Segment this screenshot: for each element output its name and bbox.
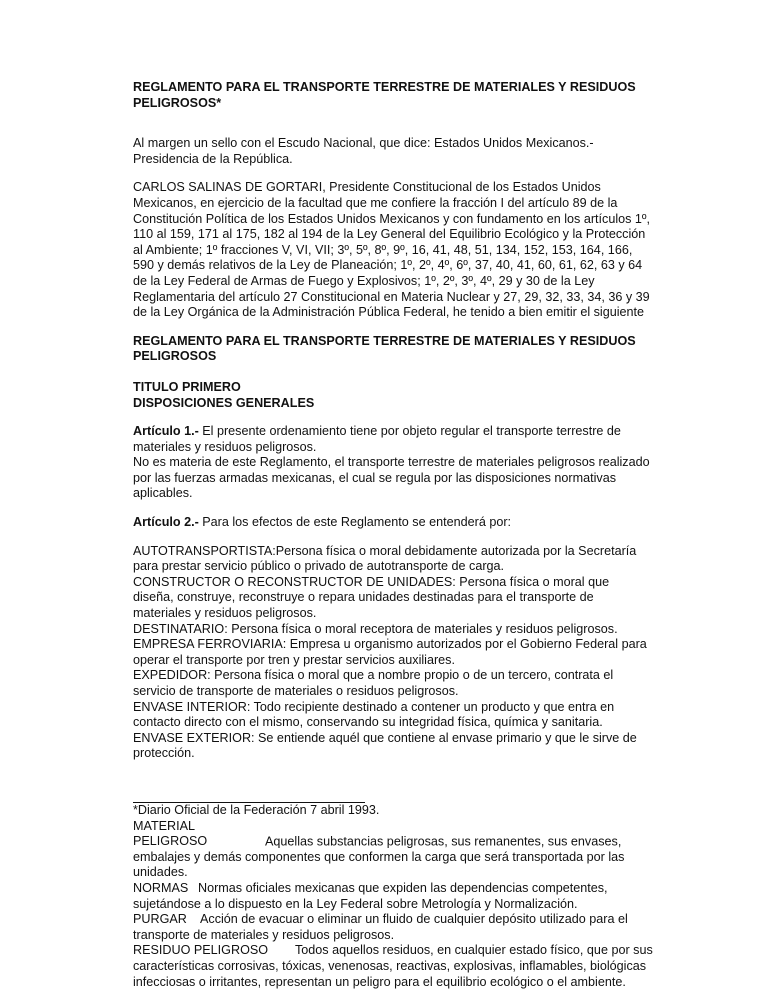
definition-term: NORMAS bbox=[133, 880, 189, 895]
preamble-paragraph: CARLOS SALINAS DE GORTARI, Presidente Constitucional de los Estados Unidos Mexicanos, en ejercicio de la facultad que me confiere la fracción I del artículo 89 de la Constitución Política de los Estados Unidos Mexicanos y con fundamento en los artículos 1º, 110 al 159, 171 al 175, 182 al 194 de la Ley General del Equilibrio Ecológico y la Protección al Ambiente; 1º fracciones V, VI, VII; 3º, 5º, 8º, 9º, 16, 41, 48, 51, 134, 152, 153, 164, 166, 590 y demás relativos de la Ley de Planeación; 1º, 2º, 4º, 6º, 37, 40, 41, 60, 61, 62, 63 y 64 de la Ley Federal de Armas de Fuego y Explosivos; 1º, 2º, 3º, 4º, 29 y 30 de la Ley Reglamentaria del artículo 27 Constitucional en Materia Nuclear y 27, 29, 32, 33, 34, 36 y 39 de la Ley Orgánica de la Administración Pública Federal, he tenido a bien emitir el siguiente bbox=[133, 180, 651, 320]
definitions-list bbox=[133, 544, 653, 762]
definition-text: Acción de evacuar o eliminar un fluido de cualquier depósito utilizado para el transporte de materiales y residuos peligrosos. bbox=[133, 912, 628, 942]
definition-item: CONSTRUCTOR O RECONSTRUCTOR DE UNIDADES: Persona física o moral que diseña, construye, reconstruye o repara unidades destinadas para el transporte de materiales y residuos peligrosos. bbox=[133, 574, 610, 621]
definition-text: Aquellas substancias peligrosas, sus remanentes, sus envases, embalajes y demás componentes que conformen la carga que será transportada por las unidades. bbox=[133, 834, 625, 880]
document-title: REGLAMENTO PARA EL TRANSPORTE TERRESTRE DE MATERIALES Y RESIDUOS PELIGROSOS* bbox=[133, 80, 636, 110]
definition-item bbox=[133, 819, 653, 881]
definition-item: DESTINATARIO: Persona física o moral receptora de materiales y residuos peligrosos. bbox=[133, 621, 618, 636]
article-2-label: Artículo 2.- bbox=[133, 515, 199, 530]
article-1-text: El presente ordenamiento tiene por objeto regular el transporte terrestre de materiales y residuos peligrosos. bbox=[133, 424, 621, 454]
intro-paragraph: Al margen un sello con el Escudo Nacional, que dice: Estados Unidos Mexicanos.- Presidencia de la República. bbox=[133, 136, 594, 166]
definition-item: ENVASE EXTERIOR: Se entiende aquél que contiene al envase primario y que le sirve de protección. bbox=[133, 730, 637, 761]
definition-item bbox=[133, 943, 653, 990]
definition-item: EXPEDIDOR: Persona física o moral que a nombre propio o de un tercero, contrata el servicio de transporte de materiales o residuos peligrosos. bbox=[133, 668, 614, 698]
regulation-title: REGLAMENTO PARA EL TRANSPORTE TERRESTRE DE MATERIALES Y RESIDUOS PELIGROSOS bbox=[133, 333, 636, 364]
definition-item bbox=[133, 881, 653, 912]
article-2 bbox=[133, 515, 653, 531]
article-1-label: Artículo 1.- bbox=[133, 424, 199, 439]
lower-definitions bbox=[133, 819, 653, 991]
definition-term: RESIDUO PELIGROSO bbox=[133, 943, 269, 958]
definition-item: EMPRESA FERROVIARIA: Empresa u organismo autorizados por el Gobierno Federal para operar el transporte por tren y prestar servicios auxiliares. bbox=[133, 637, 647, 667]
definition-term: PURGAR bbox=[133, 912, 187, 927]
document-page bbox=[133, 80, 653, 990]
footnote: *Diario Oficial de la Federación 7 abril 1993. bbox=[133, 802, 380, 817]
definition-term: MATERIAL PELIGROSO bbox=[133, 818, 208, 849]
definition-item: ENVASE INTERIOR: Todo recipiente destinado a contener un producto y que entra en contacto directo con el mismo, conservando su integridad física, química y sanitaria. bbox=[133, 699, 615, 730]
titulo-subheading: DISPOSICIONES GENERALES bbox=[133, 395, 315, 410]
definition-item bbox=[133, 912, 653, 943]
definition-item: AUTOTRANSPORTISTA:Persona física o moral debidamente autorizada por la Secretaría para prestar servicio público o privado de autotransporte de carga. bbox=[133, 543, 637, 574]
definition-text: Todos aquellos residuos, en cualquier estado físico, que por sus características corrosivas, tóxicas, venenosas, reactivas, explosivas, inflamables, biológicas infecciosas o irritantes, representan un peligro para el equilibrio ecológico o el ambiente. bbox=[133, 943, 653, 989]
titulo-heading: TITULO PRIMERO bbox=[133, 379, 241, 394]
article-1 bbox=[133, 424, 653, 455]
definition-text: Normas oficiales mexicanas que expiden las dependencias competentes, sujetándose a lo dispuesto en la Ley Federal sobre Metrología y Normalización. bbox=[133, 880, 608, 911]
article-2-text: Para los efectos de este Reglamento se entenderá por: bbox=[198, 515, 512, 530]
article-1-paragraph-2: No es materia de este Reglamento, el transporte terrestre de materiales peligrosos realizado por las fuerzas armadas mexicanas, el cual se regula por las disposiciones normativas aplicables. bbox=[133, 455, 650, 501]
